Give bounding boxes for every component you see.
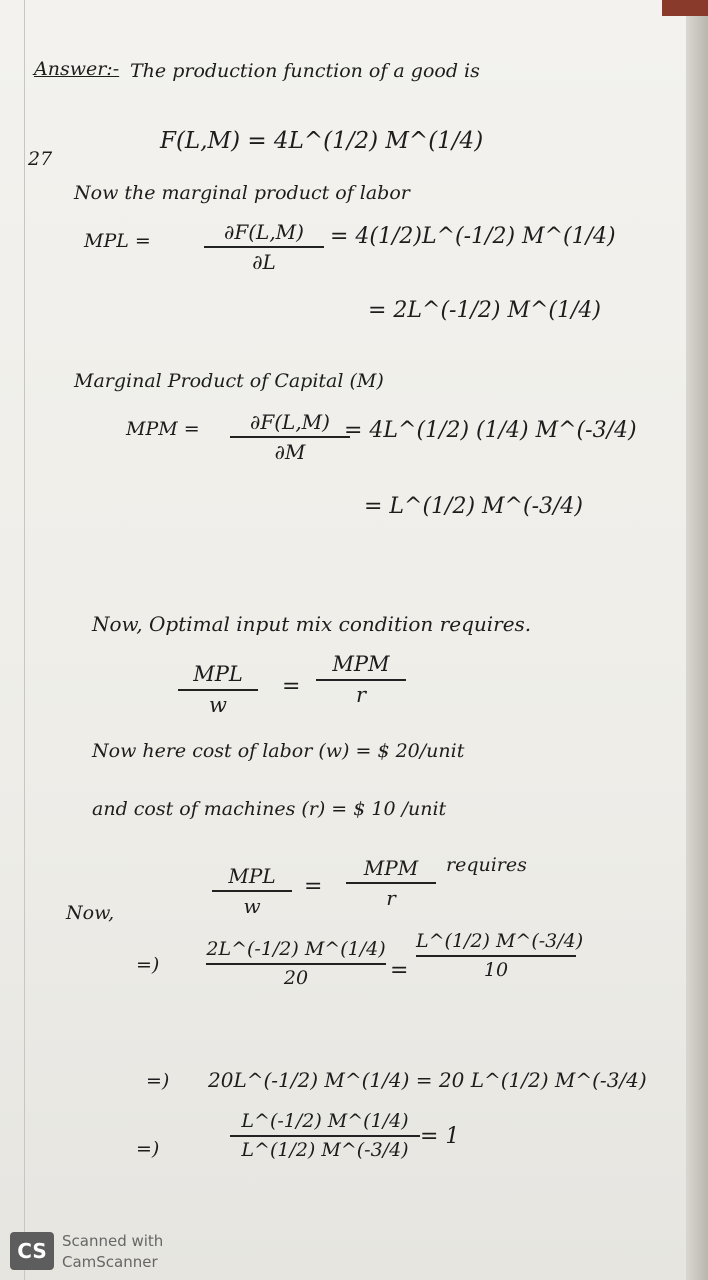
camscanner-logo-text: CS — [17, 1239, 47, 1263]
page-edge — [686, 0, 708, 1280]
solve-right-den: r — [386, 886, 396, 910]
solve-right-num: MPM — [363, 856, 419, 880]
mpm-label: MPM = — [126, 418, 200, 440]
mpm-derivative-den: ∂M — [274, 440, 306, 464]
cost-machines: and cost of machines (r) = $ 10 /unit — [92, 798, 447, 820]
scanned-with-text: Scanned with — [62, 1232, 164, 1250]
fraction-bar — [230, 436, 350, 438]
fraction-bar — [230, 1135, 420, 1137]
step1-left-fraction — [206, 940, 386, 988]
step1-left-den: 20 — [283, 967, 309, 989]
step1-right-den: 10 — [483, 959, 509, 981]
condition-right-fraction — [316, 654, 406, 706]
margin-line — [24, 0, 25, 1280]
step1-right-num: L^(1/2) M^(-3/4) — [416, 930, 584, 952]
condition-right-num: MPM — [332, 652, 390, 676]
mpl-heading: Now the marginal product of labor — [74, 182, 410, 204]
mpl-step2: = 2L^(-1/2) M^(1/4) — [368, 298, 601, 323]
camscanner-text: CamScanner — [62, 1253, 158, 1271]
step2-equation: 20L^(-1/2) M^(1/4) = 20 L^(1/2) M^(-3/4) — [208, 1068, 647, 1092]
fraction-bar — [316, 679, 406, 681]
mpl-derivative-num: ∂F(L,M) — [224, 220, 304, 244]
mpm-step1: = 4L^(1/2) (1/4) M^(-3/4) — [344, 418, 637, 443]
intro-text: The production function of a good is — [130, 60, 480, 82]
condition-heading: Now, Optimal input mix condition requires. — [92, 612, 532, 636]
condition-left-num: MPL — [193, 662, 243, 686]
corner-tab — [662, 0, 708, 16]
step3-num: L^(-1/2) M^(1/4) — [241, 1110, 409, 1132]
mpm-derivative-num: ∂F(L,M) — [250, 410, 330, 434]
step2-arrow: =) — [146, 1070, 170, 1092]
step3-rhs: = 1 — [420, 1124, 460, 1149]
step1-right-fraction — [416, 930, 584, 981]
condition-left-den: w — [209, 693, 227, 717]
mpl-step1: = 4(1/2)L^(-1/2) M^(1/4) — [330, 224, 616, 249]
camscanner-logo — [10, 1232, 54, 1270]
requires-text: requires — [446, 854, 527, 876]
mpm-step2: = L^(1/2) M^(-3/4) — [364, 494, 584, 519]
solve-right-fraction — [346, 858, 436, 908]
now-label: Now, — [66, 902, 115, 924]
mpl-derivative-den: ∂L — [252, 250, 276, 274]
step1-equals: = — [390, 958, 409, 983]
step1-arrow: =) — [136, 954, 160, 976]
production-function: F(L,M) = 4L^(1/2) M^(1/4) — [160, 128, 484, 154]
fraction-bar — [178, 689, 258, 691]
step3-arrow: =) — [136, 1138, 160, 1160]
fraction-bar — [212, 890, 292, 892]
fraction-bar — [204, 246, 324, 248]
fraction-bar — [346, 882, 436, 884]
step1-left-num: 2L^(-1/2) M^(1/4) — [206, 938, 386, 960]
solve-left-num: MPL — [228, 864, 276, 888]
question-number: 27 — [28, 148, 53, 170]
mpl-label: MPL = — [84, 230, 151, 252]
step3-fraction — [230, 1112, 420, 1160]
solve-equals: = — [304, 874, 323, 899]
cost-labor: Now here cost of labor (w) = $ 20/unit — [92, 740, 465, 762]
solve-left-den: w — [243, 894, 261, 918]
condition-equals: = — [282, 674, 301, 699]
mpm-derivative — [230, 412, 350, 462]
solve-left-fraction — [212, 866, 292, 916]
fraction-bar — [416, 955, 576, 957]
condition-left-fraction — [178, 664, 258, 716]
fraction-bar — [206, 963, 386, 965]
answer-label: Answer:- — [34, 58, 120, 80]
step3-den: L^(1/2) M^(-3/4) — [241, 1139, 409, 1161]
condition-right-den: r — [355, 683, 367, 707]
mpm-heading: Marginal Product of Capital (M) — [74, 370, 384, 392]
mpl-derivative — [204, 222, 324, 272]
